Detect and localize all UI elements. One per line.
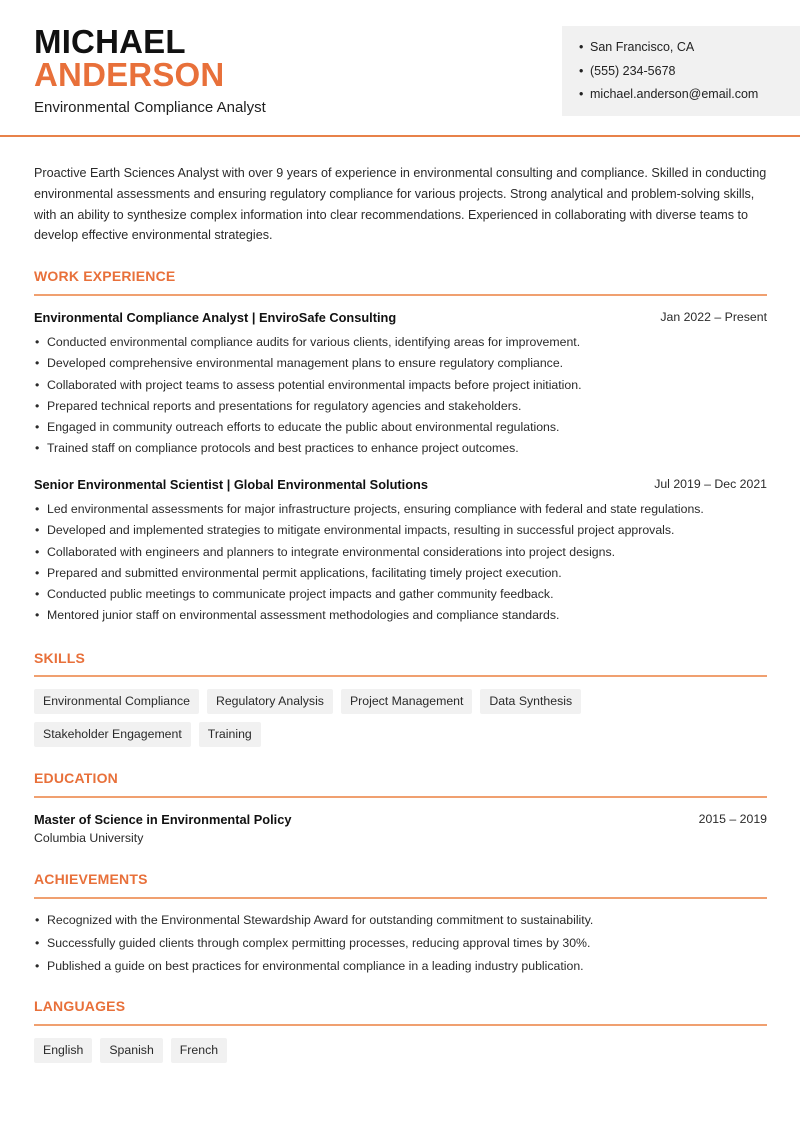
education-date: 2015 – 2019 — [698, 812, 767, 826]
language-tag: French — [171, 1038, 227, 1063]
skill-tag: Data Synthesis — [480, 689, 581, 714]
list-item: • Engaged in community outreach efforts to educate the public about environmental regulations. — [34, 417, 767, 438]
education-header — [34, 812, 767, 827]
section-title-education: EDUCATION — [34, 770, 118, 786]
job-date: Jul 2019 – Dec 2021 — [654, 477, 767, 491]
skill-tag: Stakeholder Engagement — [34, 722, 191, 747]
list-item: • Developed and implemented strategies to mitigate environmental impacts, resulting in successful project approvals. — [34, 520, 767, 541]
divider — [34, 294, 767, 296]
divider — [34, 897, 767, 899]
list-item: • Collaborated with project teams to assess potential environmental impacts before project initiation. — [34, 375, 767, 396]
job-title-headline: Environmental Compliance Analyst — [34, 99, 266, 116]
language-tag: English — [34, 1038, 92, 1063]
section-title-languages: LANGUAGES — [34, 998, 126, 1014]
job-bullets — [34, 499, 767, 627]
languages-list — [34, 1038, 767, 1063]
section-title-skills: SKILLS — [34, 650, 85, 666]
list-item: • Developed comprehensive environmental management plans to ensure regulatory compliance. — [34, 353, 767, 374]
job-header — [34, 477, 767, 492]
school-name: Columbia University — [34, 831, 144, 845]
section-title-work: WORK EXPERIENCE — [34, 268, 176, 284]
list-item: • Published a guide on best practices for environmental compliance in a leading industry publication. — [34, 955, 767, 978]
job-title: Environmental Compliance Analyst | EnviroSafe Consulting — [34, 310, 397, 325]
resume-header — [0, 0, 800, 137]
list-item: • Conducted environmental compliance audits for various clients, identifying areas for improvement. — [34, 332, 767, 353]
skills-list — [34, 689, 734, 747]
job-header — [34, 310, 767, 325]
list-item: • Mentored junior staff on environmental assessment methodologies and compliance standards. — [34, 605, 767, 626]
list-item: • Conducted public meetings to communicate project impacts and gather community feedback. — [34, 584, 767, 605]
list-item: • Prepared and submitted environmental permit applications, facilitating timely project execution. — [34, 563, 767, 584]
divider — [34, 675, 767, 677]
section-title-achievements: ACHIEVEMENTS — [34, 871, 148, 887]
summary: Proactive Earth Sciences Analyst with over 9 years of experience in environmental consulting and compliance. Skilled in conducting environmental assessments and ensuring regulatory compliance for various projects. Strong analytical and problem-solving skills, with an ability to synthesize complex information into clear recommendations. Experienced in collaborating with diverse teams to develop effective environmental strategies. — [34, 166, 767, 243]
skill-tag: Regulatory Analysis — [207, 689, 333, 714]
job-date: Jan 2022 – Present — [660, 310, 767, 324]
achievement-bullets — [34, 909, 767, 977]
list-item: • Prepared technical reports and presentations for regulatory agencies and stakeholders. — [34, 396, 767, 417]
list-item: • Trained staff on compliance protocols and best practices to enhance project outcomes. — [34, 438, 767, 459]
skill-tag: Project Management — [341, 689, 472, 714]
list-item: • Successfully guided clients through complex permitting processes, reducing approval times by 30%. — [34, 932, 767, 955]
last-name: ANDERSON — [34, 56, 225, 93]
contact-box — [562, 26, 800, 116]
first-name: MICHAEL — [34, 23, 186, 60]
list-item: • Led environmental assessments for major infrastructure projects, ensuring compliance with federal and state regulations. — [34, 499, 767, 520]
list-item: • Collaborated with engineers and planners to integrate environmental considerations into project designs. — [34, 542, 767, 563]
language-tag: Spanish — [100, 1038, 162, 1063]
contact-location: • San Francisco, CA — [582, 36, 800, 60]
degree-title: Master of Science in Environmental Policy — [34, 812, 292, 827]
job-title: Senior Environmental Scientist | Global Environmental Solutions — [34, 477, 428, 492]
job-bullets — [34, 332, 767, 460]
list-item: • Recognized with the Environmental Stewardship Award for outstanding commitment to sustainability. — [34, 909, 767, 932]
contact-email[interactable]: • michael.anderson@email.com — [582, 83, 800, 107]
skill-tag: Environmental Compliance — [34, 689, 199, 714]
contact-phone: • (555) 234-5678 — [582, 60, 800, 84]
divider — [34, 796, 767, 798]
skill-tag: Training — [199, 722, 261, 747]
divider — [34, 1024, 767, 1026]
